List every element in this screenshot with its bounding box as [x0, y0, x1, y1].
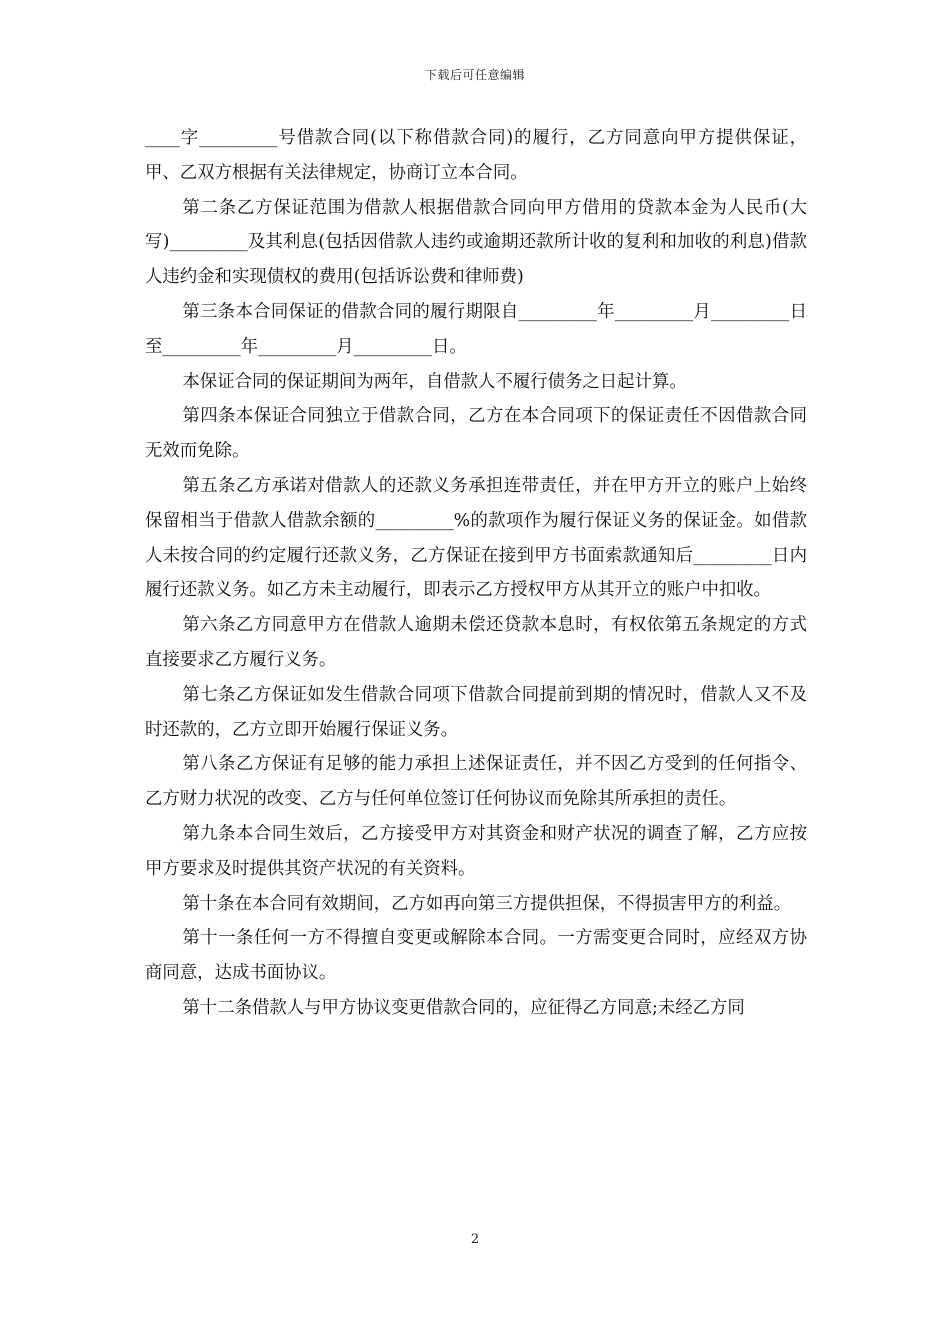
paragraph-1: ____字_________号借款合同(以下称借款合同)的履行，乙方同意向甲方提供保证，甲、乙双方根据有关法律规定，协商订立本合同。: [145, 128, 807, 183]
paragraph-article-10: 第十条在本合同有效期间，乙方如再向第三方提供担保，不得损害甲方的利益。: [182, 893, 792, 914]
paragraph-guarantee-period: 本保证合同的保证期间为两年，自借款人不履行债务之日起计算。: [182, 371, 687, 392]
paragraph-article-8: 第八条乙方保证有足够的能力承担上述保证责任，并不因乙方受到的任何指令、乙方财力状况的改变、乙方与任何单位签订任何协议而免除其所承担的责任。: [145, 754, 807, 810]
paragraph-article-4: 第四条本保证合同独立于借款合同，乙方在本合同项下的保证责任不因借款合同无效而免除。: [145, 406, 807, 462]
paragraph-article-12: 第十二条借款人与甲方协议变更借款合同的，应征得乙方同意;未经乙方同: [182, 997, 745, 1018]
paragraph-article-11: 第十一条任何一方不得擅自变更或解除本合同。一方需变更合同时，应经双方协商同意，达成书面协议。: [145, 928, 807, 984]
document-body: [145, 121, 807, 1026]
paragraph-article-9: 第九条本合同生效后，乙方接受甲方对其资金和财产状况的调查了解，乙方应按甲方要求及时提供其资产状况的有关资料。: [145, 823, 807, 879]
paragraph-article-5: 第五条乙方承诺对借款人的还款义务承担连带责任，并在甲方开立的账户上始终保留相当于借款人借款余额的_________%的款项作为履行保证义务的保证金。如借款人未按合同的约定履行还款义务，乙方保证在接到甲方书面索款通知后_________日内履行还款义务。如乙方未主动履行，即表示乙方授权甲方从其开立的账户中扣收。: [145, 475, 807, 601]
page-number: 2: [470, 1232, 480, 1247]
paragraph-article-2: 第二条乙方保证范围为借款人根据借款合同向甲方借用的贷款本金为人民币(大写)_________及其利息(包括因借款人违约或逾期还款所计收的复利和加收的利息)借款人违约金和实现债权的费用(包括诉讼费和律师费): [145, 197, 807, 288]
paragraph-article-3: 第三条本合同保证的借款合同的履行期限自_________年_________月_________日至_________年_________月_________日。: [145, 301, 807, 357]
paragraph-article-7: 第七条乙方保证如发生借款合同项下借款合同提前到期的情况时，借款人又不及时还款的，乙方立即开始履行保证义务。: [145, 684, 807, 740]
paragraph-article-6: 第六条乙方同意甲方在借款人逾期未偿还贷款本息时，有权依第五条规定的方式直接要求乙方履行义务。: [145, 615, 807, 670]
page-header: 下载后可任意编辑: [424, 68, 525, 82]
